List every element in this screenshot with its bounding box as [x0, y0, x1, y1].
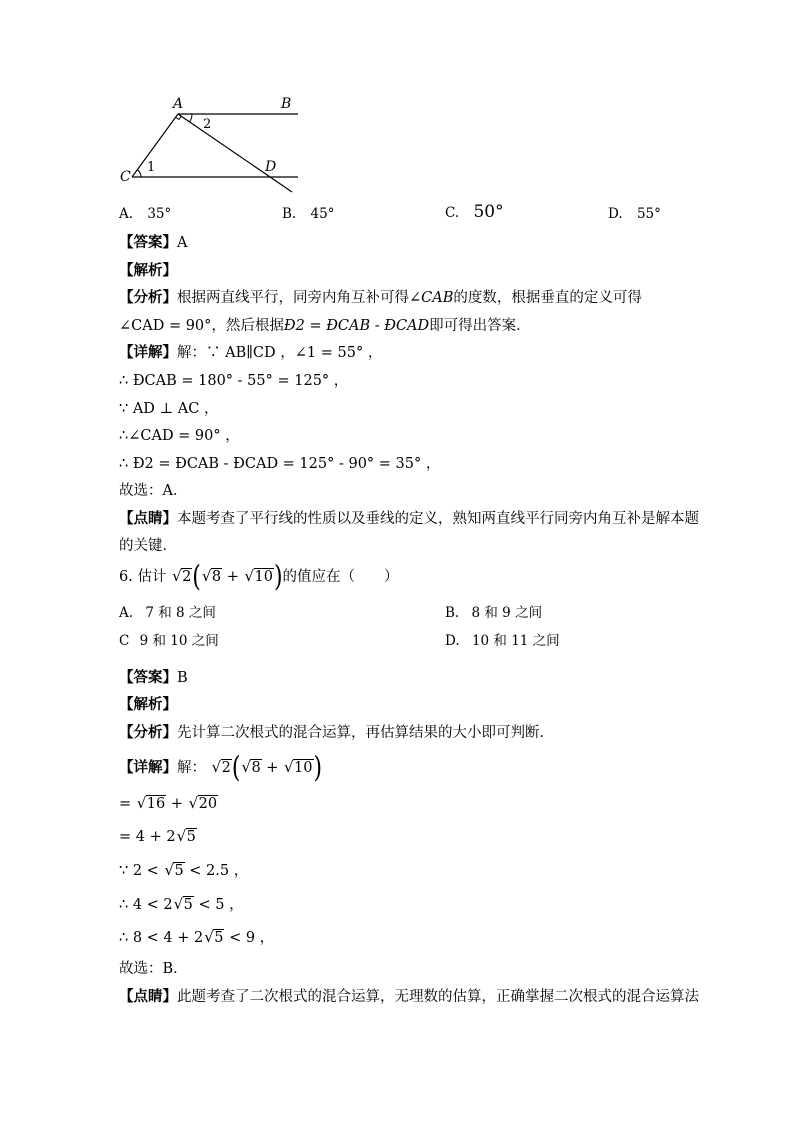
radicand: 5 [174, 863, 184, 879]
step-text: < 5 ， [198, 897, 244, 913]
right-paren: ) [273, 561, 283, 594]
fenxi-text: 根据两直线平行，同旁内角互补可得 [177, 290, 409, 306]
q5-detail-line3: ∵ AD ⊥ AC ， [119, 401, 219, 417]
sqrt-5 [174, 895, 194, 915]
q6-step4 [119, 895, 244, 915]
fenxi-text: ，然后根据 [211, 318, 284, 334]
q6-option-d [445, 631, 560, 651]
radicand: 20 [198, 796, 218, 812]
label-angle-2: 2 [203, 117, 212, 132]
q6-step1 [119, 794, 218, 814]
sqrt-5 [164, 861, 184, 881]
q5-option-c [445, 202, 504, 223]
angle-2-arc [190, 114, 192, 122]
q5-fenxi-line1 [119, 288, 642, 308]
step-text: = 4 + 2 [119, 829, 176, 845]
line-ad [178, 114, 292, 192]
plus-sign: + [170, 796, 183, 812]
q6-option-a [119, 603, 216, 623]
left-paren: ( [231, 752, 241, 785]
option-letter: B. [282, 206, 297, 222]
fenxi-math: ∠CAD = 90° [119, 318, 212, 334]
q6-option-c [119, 631, 219, 651]
step-text: ∴ 4 < 2 [119, 897, 173, 913]
radicand: 2 [182, 569, 192, 585]
sqrt-16 [137, 794, 166, 814]
step-text: = [119, 796, 132, 812]
q6-stem-text: 6. 估计 [119, 569, 167, 585]
q6-stem [119, 561, 399, 594]
option-text: 35° [147, 206, 172, 222]
dianjing-label: 【点睛】 [119, 988, 177, 1005]
step-text: ∴ 8 < 4 + 2 [119, 930, 204, 946]
radicand: 8 [211, 569, 222, 585]
fenxi-text: 即可得出答案． [429, 318, 531, 334]
q6-step5 [119, 928, 274, 948]
radicand: 5 [183, 897, 193, 913]
option-text: 45° [310, 206, 335, 222]
radicand: 5 [186, 829, 196, 845]
detail-label: 【详解】 [119, 759, 177, 776]
q5-dianjing-line1 [119, 509, 699, 529]
fenxi-label: 【分析】 [119, 724, 177, 741]
option-letter: A. [119, 605, 134, 621]
q5-choose: 故选：A． [119, 483, 188, 499]
sqrt-8 [202, 567, 222, 587]
dianjing-label: 【点睛】 [119, 510, 177, 527]
option-text: 9 和 10 之间 [139, 633, 219, 649]
radicand: 16 [146, 796, 166, 812]
sqrt-5 [204, 928, 224, 948]
sqrt-2 [212, 758, 232, 778]
label-b: B [281, 96, 292, 112]
label-d: D [265, 159, 277, 175]
q6-stem-text: 的值应在（ ） [282, 569, 399, 585]
option-letter: A. [119, 206, 134, 222]
dianjing-text: 本题考查了平行线的性质以及垂线的定义，熟知两直线平行同旁内角互补是解本题 [177, 511, 699, 527]
geometry-figure [110, 90, 310, 200]
option-letter: D. [608, 206, 623, 222]
radicand: 10 [254, 569, 273, 585]
q5-detail-line1 [119, 343, 382, 363]
q5-analysis-label: 【解析】 [119, 262, 177, 279]
q5-detail-line5: ∴ Ð2 = ÐCAB - ÐCAD = 125° - 90° = 35° ， [119, 456, 441, 472]
sqrt-2 [172, 567, 192, 587]
step-text: < 2.5 ， [189, 863, 249, 879]
radicand: 5 [214, 930, 224, 946]
plus-sign: + [226, 569, 239, 585]
fenxi-label: 【分析】 [119, 289, 177, 306]
angle-1-arc [137, 170, 141, 177]
step-text: ∵ 2 < [119, 863, 159, 879]
answer-label: 【答案】 [119, 234, 177, 251]
sqrt-8 [241, 758, 261, 778]
q5-fenxi-line2 [119, 316, 531, 336]
q6-option-b [445, 603, 542, 623]
label-angle-1: 1 [147, 160, 156, 175]
fenxi-math: ∠CAB [409, 290, 454, 306]
dianjing-text: 此题考查了二次根式的混合运算，无理数的估算，正确掌握二次根式的混合运算法 [177, 989, 699, 1005]
option-text: 55° [636, 206, 661, 222]
q6-analysis-label: 【解析】 [119, 696, 177, 713]
answer-value: B [177, 670, 188, 686]
radicand: 8 [251, 760, 261, 776]
q6-choose: 故选：B． [119, 961, 188, 977]
detail-text: 解：∵ AB∥CD ，∠1 = 55° ， [177, 345, 383, 361]
q6-step2 [119, 827, 197, 847]
q6-step3 [119, 861, 248, 881]
answer-label: 【答案】 [119, 669, 177, 686]
sqrt-10 [284, 758, 313, 778]
option-letter: B. [445, 605, 460, 621]
left-paren: ( [192, 561, 201, 594]
q5-option-d [608, 204, 661, 224]
option-text: 10 和 11 之间 [471, 633, 560, 649]
option-text: 8 和 9 之间 [471, 605, 543, 621]
plus-sign: + [266, 760, 279, 776]
fenxi-text: 的度数，根据垂直的定义可得 [453, 290, 642, 306]
fenxi-math: Ð2 = ÐCAB - ÐCAD [283, 318, 430, 334]
fenxi-text: 先计算二次根式的混合运算，再估算结果的大小即可判断． [177, 725, 554, 741]
q5-dianjing-line2: 的关键． [119, 538, 177, 554]
q5-option-b [282, 204, 334, 224]
radicand: 10 [294, 760, 313, 776]
option-letter: C [119, 633, 130, 649]
sqrt-20 [189, 794, 218, 814]
label-c: C [120, 169, 131, 185]
answer-value: A [177, 235, 188, 251]
q5-option-a [119, 204, 171, 224]
option-text: 7 和 8 之间 [145, 605, 216, 621]
q6-dianjing [119, 987, 699, 1007]
option-text: 50° [473, 202, 504, 222]
q6-fenxi [119, 723, 554, 743]
radicand: 2 [221, 760, 231, 776]
q6-answer [119, 668, 188, 688]
right-paren: ) [313, 752, 323, 785]
detail-text: 解： [177, 760, 206, 776]
q5-detail-line4: ∴∠CAD = 90° ， [119, 428, 240, 444]
sqrt-5 [177, 827, 197, 847]
q6-detail-line0 [119, 752, 323, 785]
option-letter: C. [445, 205, 460, 221]
step-text: < 9 ， [229, 930, 275, 946]
option-letter: D. [445, 633, 460, 649]
q5-detail-line2: ∴ ÐCAB = 180° - 55° = 125° ， [119, 373, 349, 389]
detail-label: 【详解】 [119, 344, 177, 361]
q5-answer [119, 233, 187, 253]
sqrt-10 [245, 567, 274, 587]
label-a: A [173, 96, 184, 112]
